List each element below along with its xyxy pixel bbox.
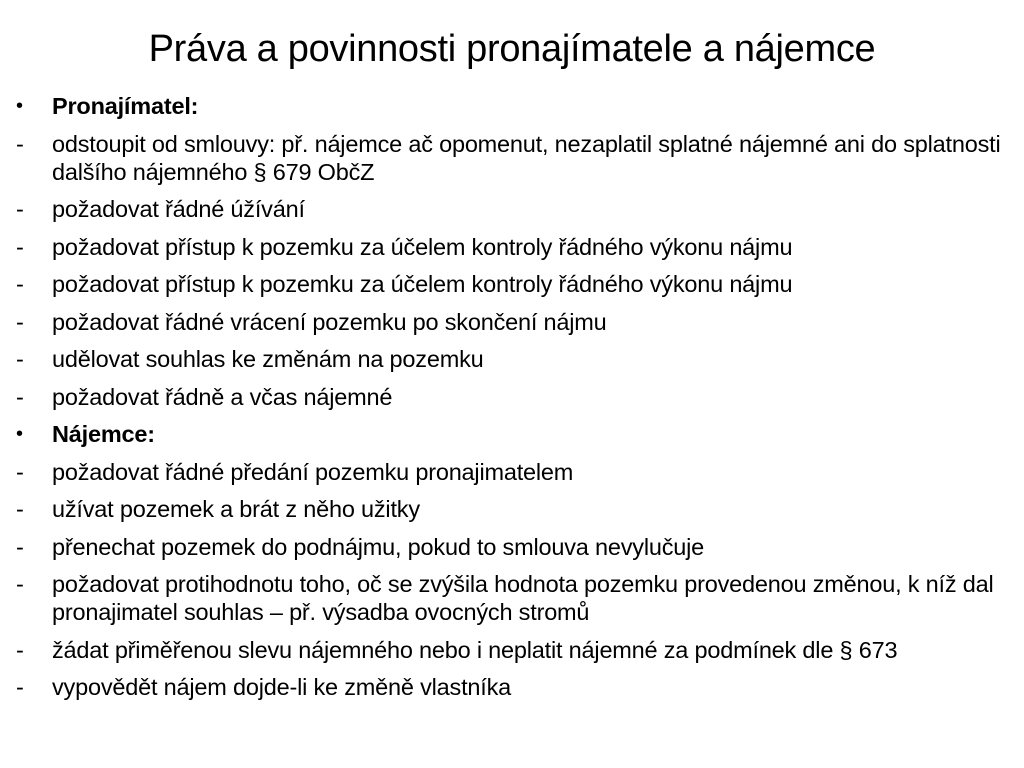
dash-icon: - [16, 458, 24, 485]
dash-icon: - [16, 233, 24, 260]
list-item [14, 270, 1004, 298]
list-item-text: žádat přiměřenou slevu nájemného nebo i neplatit nájemné za podmínek dle § 673 [52, 636, 898, 663]
dash-icon: - [16, 533, 24, 560]
list-item-text: požadovat přístup k pozemku za účelem kontroly řádného výkonu nájmu [52, 271, 793, 297]
dash-icon: - [16, 496, 24, 522]
dash-icon: - [16, 196, 24, 222]
list-item-text: požadovat řádné předání pozemku pronajimatelem [52, 458, 574, 485]
list-item-text: přenechat pozemek do podnájmu, pokud to smlouva nevylučuje [52, 533, 705, 560]
list-item [14, 233, 1004, 261]
section-heading-label: Nájemce: [52, 421, 155, 447]
list-item [14, 533, 1004, 561]
list-item [14, 383, 1004, 411]
list-item-text: užívat pozemek a brát z něho užitky [52, 496, 420, 522]
list-item-text: požadovat řádně a včas nájemné [52, 383, 393, 410]
dash-icon: - [16, 636, 24, 663]
list-item-text: požadovat řádné vrácení pozemku po skončení nájmu [52, 308, 607, 335]
dash-icon: - [16, 130, 24, 157]
list-item [14, 570, 1004, 626]
list-item [14, 458, 1004, 486]
list-item-text: vypovědět nájem dojde-li ke změně vlastníka [52, 674, 512, 700]
list-item-text: odstoupit od smlouvy: př. nájemce ač opomenut, nezaplatil splatné nájemné ani do splatnosti dalšího nájemného § 679 ObčZ [52, 130, 1001, 185]
list-item [14, 308, 1004, 336]
list-item-text: požadovat přístup k pozemku za účelem kontroly řádného výkonu nájmu [52, 233, 793, 260]
dash-icon: - [16, 308, 24, 335]
dash-icon: - [16, 346, 24, 372]
list-item [14, 130, 1004, 186]
list-item-text: požadovat řádné úžívání [52, 196, 305, 222]
section-heading-label: Pronajímatel: [52, 93, 199, 119]
list-item [14, 195, 1004, 223]
list-item [14, 636, 1004, 664]
list-item [14, 345, 1004, 373]
slide-title: Práva a povinnosti pronajímatele a nájemce [148, 28, 876, 70]
dash-icon: - [16, 383, 24, 410]
section-heading-pronajimatel [14, 92, 1004, 120]
bullet-icon: • [16, 423, 23, 445]
bullet-icon: • [16, 95, 23, 117]
dash-icon: - [16, 271, 24, 297]
list-item [14, 673, 1004, 701]
list-item-text: požadovat protihodnotu toho, oč se zvýšila hodnota pozemku provedenou změnou, k níž dal pronajimatel souhlas – př. výsadba ovocných stromů [52, 571, 994, 625]
list-item [14, 495, 1004, 523]
list-item-text: udělovat souhlas ke změnám na pozemku [52, 346, 484, 372]
dash-icon: - [16, 571, 24, 597]
dash-icon: - [16, 674, 24, 700]
content-list [14, 92, 1004, 711]
section-heading-najemce [14, 420, 1004, 448]
